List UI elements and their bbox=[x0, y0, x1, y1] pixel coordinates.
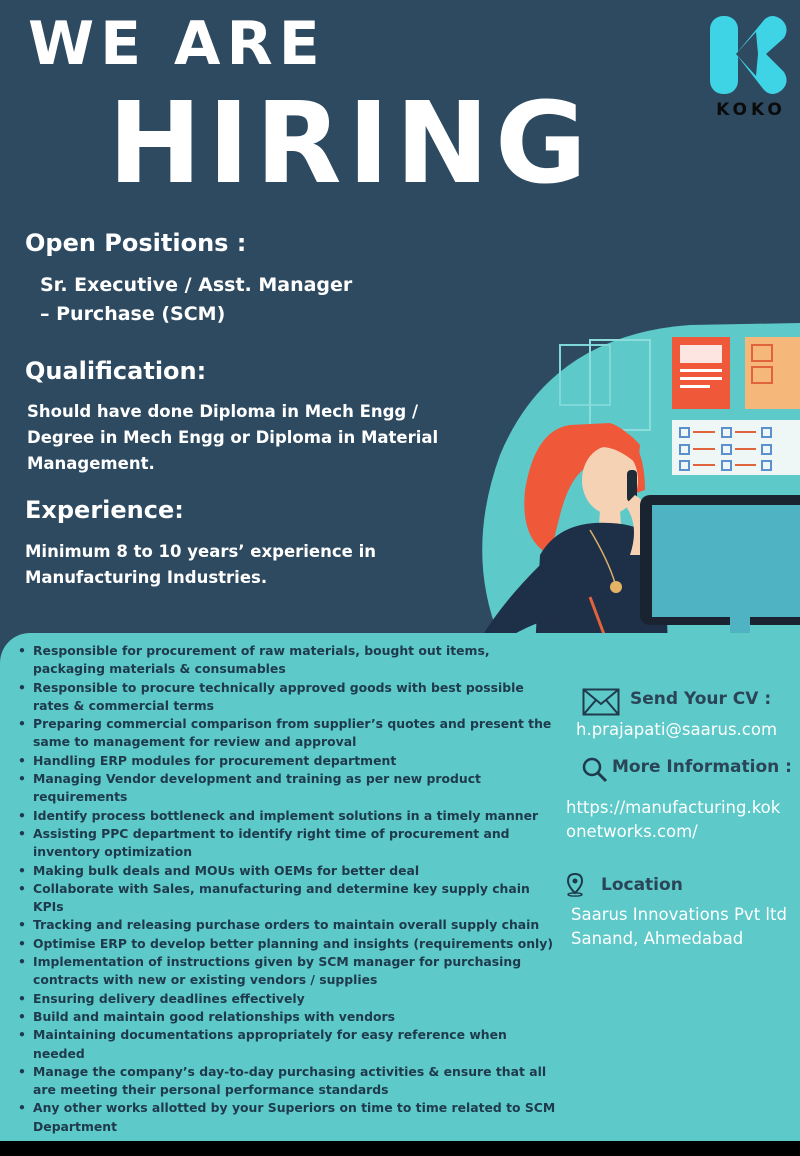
open-positions-body bbox=[40, 271, 352, 329]
more-info-heading: More Information : bbox=[612, 757, 792, 777]
position-line: – Purchase (SCM) bbox=[40, 303, 226, 325]
list-item: • Implementation of instructions given by SCM manager for purchasing contracts with new or existing vendors / supplies bbox=[16, 953, 556, 990]
list-item: • Any other works allotted by your Superiors on time to time related to SCM Department bbox=[16, 1099, 556, 1136]
list-item: • Handling ERP modules for procurement department bbox=[16, 752, 556, 770]
koko-logo bbox=[706, 14, 796, 124]
experience-line: Minimum 8 to 10 years’ experience in bbox=[25, 542, 376, 561]
responsibilities-list bbox=[16, 642, 556, 1136]
send-cv-heading: Send Your CV : bbox=[630, 689, 772, 709]
logo-text: KOKO bbox=[716, 100, 786, 120]
headline-we-are: WE ARE bbox=[28, 9, 326, 79]
koko-logo-mark bbox=[706, 14, 796, 100]
url-line: https://manufacturing.kok bbox=[566, 798, 781, 817]
location-heading: Location bbox=[601, 875, 683, 895]
list-item: • Managing Vendor development and training as per new product requirements bbox=[16, 770, 556, 807]
magnifier-icon bbox=[582, 757, 608, 783]
list-item: • Identify process bottleneck and implement solutions in a timely manner bbox=[16, 807, 556, 825]
open-positions-heading: Open Positions : bbox=[25, 229, 247, 257]
headline-hiring: HIRING bbox=[108, 79, 593, 209]
list-item: • Collaborate with Sales, manufacturing and determine key supply chain KPIs bbox=[16, 880, 556, 917]
qualification-line: Should have done Diploma in Mech Engg / bbox=[27, 402, 418, 421]
woman-on-phone-illustration bbox=[440, 315, 800, 670]
list-item: • Ensuring delivery deadlines effectively bbox=[16, 990, 556, 1008]
map-pin-icon bbox=[566, 873, 584, 897]
list-item: • Assisting PPC department to identify right time of procurement and inventory optimization bbox=[16, 825, 556, 862]
list-item: • Maintaining documentations appropriately for easy reference when needed bbox=[16, 1026, 556, 1063]
list-item: • Preparing commercial comparison from supplier’s quotes and present the same to management for review and approval bbox=[16, 715, 556, 752]
list-item: • Responsible for procurement of raw materials, bought out items, packaging materials & consumables bbox=[16, 642, 556, 679]
experience-line: Manufacturing Industries. bbox=[25, 568, 268, 587]
experience-body bbox=[25, 539, 376, 591]
qualification-line: Degree in Mech Engg or Diploma in Material bbox=[27, 428, 439, 447]
experience-heading: Experience: bbox=[25, 496, 184, 524]
more-info-url[interactable] bbox=[566, 796, 780, 844]
qualification-line: Management. bbox=[27, 454, 155, 473]
location-line: Sanand, Ahmedabad bbox=[571, 929, 744, 948]
list-item: • Manage the company’s day-to-day purchasing activities & ensure that all are meeting their personal performance standards bbox=[16, 1063, 556, 1100]
qualification-body bbox=[27, 399, 438, 477]
list-item: • Optimise ERP to develop better planning and insights (requirements only) bbox=[16, 935, 556, 953]
list-item: • Responsible to procure technically approved goods with best possible rates & commercial terms bbox=[16, 679, 556, 716]
url-line: onetworks.com/ bbox=[566, 822, 698, 841]
qualification-heading: Qualification: bbox=[25, 357, 207, 385]
location-address bbox=[571, 903, 787, 951]
position-line: Sr. Executive / Asst. Manager bbox=[40, 274, 353, 296]
envelope-icon bbox=[582, 688, 620, 716]
contact-email[interactable]: h.prajapati@saarus.com bbox=[576, 720, 778, 739]
location-line: Saarus Innovations Pvt ltd bbox=[571, 905, 787, 924]
list-item: • Tracking and releasing purchase orders to maintain overall supply chain bbox=[16, 916, 556, 934]
list-item: • Build and maintain good relationships with vendors bbox=[16, 1008, 556, 1026]
list-item: • Making bulk deals and MOUs with OEMs for better deal bbox=[16, 862, 556, 880]
